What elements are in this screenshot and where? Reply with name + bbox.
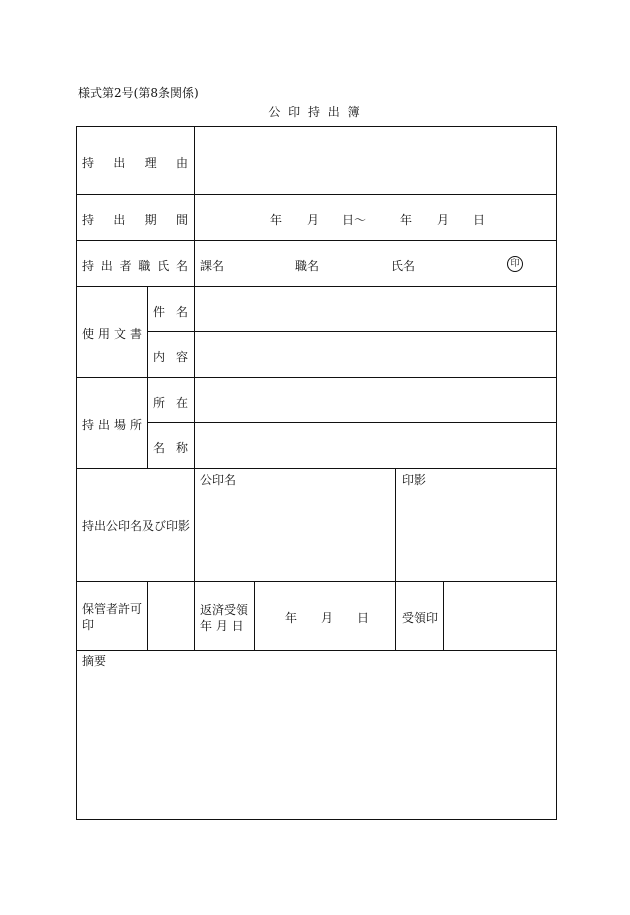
label-column-divider (194, 126, 195, 650)
place-location-label: 所 在 (153, 396, 188, 410)
form-number: 様式第2号(第8条関係) (78, 86, 199, 100)
remarks-label: 摘要 (82, 654, 107, 668)
table-border-left (76, 126, 77, 820)
receipt-seal-label: 受領印 (402, 611, 439, 625)
return-year: 年 (285, 611, 298, 625)
position-name-label: 職名 (295, 259, 320, 273)
row-sep (76, 286, 557, 287)
seal-info-divider (395, 468, 396, 650)
return-label-line-2: 年 月 日 (200, 619, 244, 633)
seal-name-label: 公印名 (200, 473, 237, 487)
row-sep (76, 194, 557, 195)
return-day: 日 (357, 611, 370, 625)
return-label-line-1: 返済受領 (200, 603, 249, 617)
period-label: 持 出 期 間 (82, 213, 188, 227)
row-sep (76, 468, 557, 469)
row-sep (76, 650, 557, 651)
sub-label-divider (147, 286, 148, 468)
table-border-top (76, 126, 557, 127)
sub-row-sep (147, 422, 557, 423)
period-month-1: 月 (307, 213, 320, 227)
period-day-2: 日 (473, 213, 486, 227)
form-title: 公 印 持 出 簿 (268, 105, 362, 119)
period-year-1: 年 (270, 213, 283, 227)
period-day-1: 日〜 (342, 213, 367, 227)
period-month-2: 月 (437, 213, 450, 227)
return-date-divider (254, 581, 255, 650)
place-name-label: 名 称 (153, 441, 188, 455)
row-sep (76, 581, 557, 582)
sub-row-sep (147, 331, 557, 332)
person-name-label: 氏名 (391, 259, 416, 273)
document-subject-label: 件 名 (153, 305, 188, 319)
period-year-2: 年 (400, 213, 413, 227)
reason-label: 持 出 理 由 (82, 156, 188, 170)
receipt-seal-divider (443, 581, 444, 650)
table-border-right (556, 126, 557, 820)
approval-divider (147, 581, 148, 650)
row-sep (76, 377, 557, 378)
seal-info-label: 持出公印名及び印影 (82, 519, 191, 533)
place-label: 持 出 場 所 (82, 418, 142, 432)
document-content-label: 内 容 (153, 350, 188, 364)
row-sep (76, 240, 557, 241)
section-name-label: 課名 (200, 259, 225, 273)
table-border-bottom (76, 819, 557, 820)
person-label: 持 出 者 職 氏 名 (82, 259, 188, 273)
approval-label: 保管者許可印 (82, 602, 143, 632)
seal-icon: 印 (507, 256, 523, 272)
seal-impression-label: 印影 (402, 473, 427, 487)
document-label: 使 用 文 書 (82, 327, 142, 341)
return-month: 月 (321, 611, 334, 625)
